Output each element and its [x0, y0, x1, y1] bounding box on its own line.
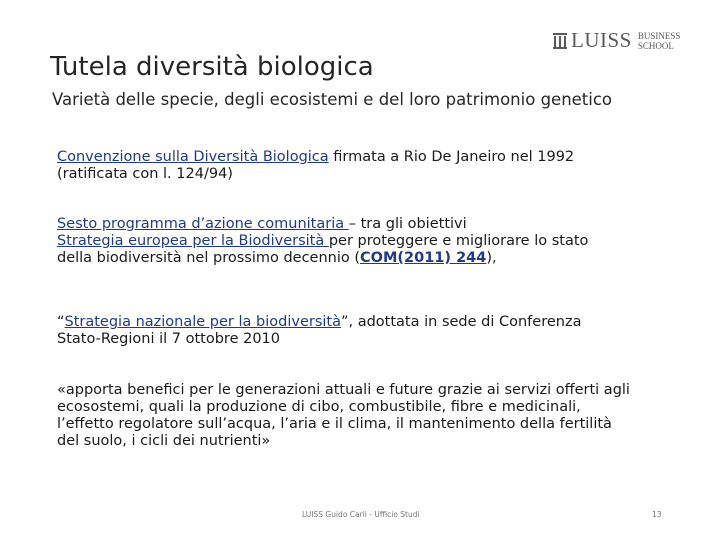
paragraph-convention: Convenzione sulla Diversità Biologica firmata a Rio De Janeiro nel 1992 (ratificata con l. 124/94)	[57, 149, 575, 182]
luiss-logo	[553, 30, 680, 51]
link-com-2011-244[interactable]: COM(2011) 244	[360, 250, 487, 266]
link-sesto-programma[interactable]: Sesto programma d’azione comunitaria	[57, 216, 349, 232]
logo-subtitle: BUSINESS SCHOOL	[637, 30, 681, 51]
paragraph-national-strategy: “Strategia nazionale per la biodiversità”, adottata in sede di Conferenza Stato-Regioni il 7 ottobre 2010	[57, 314, 582, 347]
footer-text: LUISS Guido Carli - Ufficio Studi	[302, 510, 420, 519]
link-strategia-europea[interactable]: Strategia europea per la Biodiversità	[57, 233, 329, 249]
paragraph-eu-strategy: Sesto programma d’azione comunitaria – tra gli obiettivi Strategia europea per la Biodiversità per proteggere e migliorare lo stato della biodiversità nel prossimo decennio (COM(2011) 244),	[57, 216, 589, 266]
logo-wordmark: LUISS	[571, 28, 632, 52]
luiss-emblem-icon	[553, 33, 567, 49]
page-number: 13	[652, 510, 662, 519]
link-strategia-nazionale[interactable]: Strategia nazionale per la biodiversità	[64, 314, 341, 330]
slide-title: Tutela diversità biologica	[50, 52, 374, 82]
paragraph-quote: «apporta benefici per le generazioni attuali e future grazie ai servizi offerti agli ecosostemi, quali la produzione di cibo, combustibile, fibre e medicinali, l’effetto regolatore sull’acqua, l’aria e il clima, il mantenimento della fertilità del suolo, i cicli dei nutrienti»	[57, 382, 630, 449]
link-convenzione-diversita-biologica[interactable]: Convenzione sulla Diversità Biologica	[57, 149, 329, 165]
slide-subtitle: Varietà delle specie, degli ecosistemi e del loro patrimonio genetico	[52, 90, 613, 109]
